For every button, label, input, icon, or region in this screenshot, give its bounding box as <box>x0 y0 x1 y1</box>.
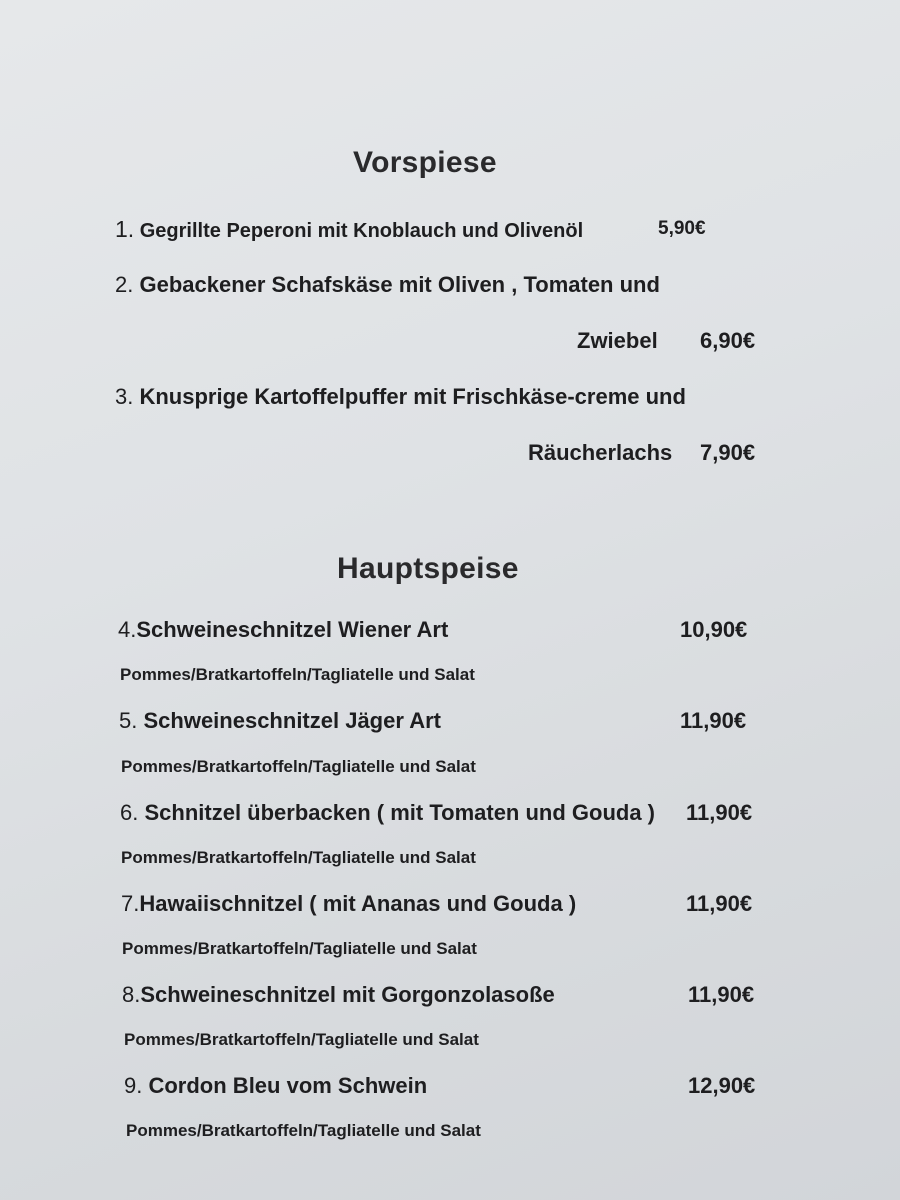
item-price: 6,90€ <box>700 328 756 353</box>
item-price: 10,90€ <box>680 617 748 642</box>
menu-item-3 <box>115 384 686 410</box>
menu-item-4 <box>118 617 448 643</box>
item-number: 2. <box>115 272 134 297</box>
item-price: 11,90€ <box>680 708 747 733</box>
item-name: Schweineschnitzel mit Gorgonzolasoße <box>140 982 555 1007</box>
item-number: 1. <box>115 216 135 242</box>
item-number: 8. <box>122 982 141 1007</box>
item-name-continued: Räucherlachs <box>528 440 673 465</box>
item-price: 5,90€ <box>658 218 706 239</box>
item-price: 11,90€ <box>688 982 755 1007</box>
item-price: 12,90€ <box>688 1073 756 1098</box>
menu-item-9 <box>124 1073 427 1099</box>
menu-item-8 <box>122 982 555 1008</box>
menu-item-7 <box>121 891 576 917</box>
item-price: 11,90€ <box>686 891 753 916</box>
item-name: Knusprige Kartoffelpuffer mit Frischkäse-creme und <box>139 384 686 409</box>
item-sides: Pommes/Bratkartoffeln/Tagliatelle und Salat <box>124 1030 479 1049</box>
menu-item-1 <box>115 216 583 243</box>
item-number: 3. <box>115 384 134 409</box>
item-sides: Pommes/Bratkartoffeln/Tagliatelle und Salat <box>122 939 477 958</box>
item-number: 5. <box>119 708 138 733</box>
menu-item-6 <box>120 800 655 826</box>
item-name-continued: Zwiebel <box>577 328 658 353</box>
item-number: 9. <box>124 1073 143 1098</box>
item-sides: Pommes/Bratkartoffeln/Tagliatelle und Salat <box>120 665 475 684</box>
item-name: Schnitzel überbacken ( mit Tomaten und Gouda ) <box>144 800 656 825</box>
item-sides: Pommes/Bratkartoffeln/Tagliatelle und Salat <box>121 757 476 776</box>
item-sides: Pommes/Bratkartoffeln/Tagliatelle und Salat <box>121 848 476 867</box>
item-number: 4. <box>118 617 137 642</box>
item-number: 7. <box>121 891 140 916</box>
section-heading-mains: Hauptspeise <box>337 552 519 585</box>
item-name: Gebackener Schafskäse mit Oliven , Tomaten und <box>139 272 660 297</box>
item-price: 7,90€ <box>700 440 756 465</box>
item-name: Cordon Bleu vom Schwein <box>148 1073 428 1098</box>
item-number: 6. <box>120 800 139 825</box>
menu-item-2 <box>115 272 660 298</box>
menu-item-5 <box>119 708 441 734</box>
item-price: 11,90€ <box>686 800 753 825</box>
item-sides: Pommes/Bratkartoffeln/Tagliatelle und Salat <box>126 1121 481 1140</box>
item-name: Schweineschnitzel Wiener Art <box>136 617 449 642</box>
item-name: Hawaiischnitzel ( mit Ananas und Gouda ) <box>139 891 577 916</box>
item-name: Schweineschnitzel Jäger Art <box>143 708 441 733</box>
item-name: Gegrillte Peperoni mit Knoblauch und Olivenöl <box>139 220 584 242</box>
section-heading-starters: Vorspiese <box>353 146 497 179</box>
